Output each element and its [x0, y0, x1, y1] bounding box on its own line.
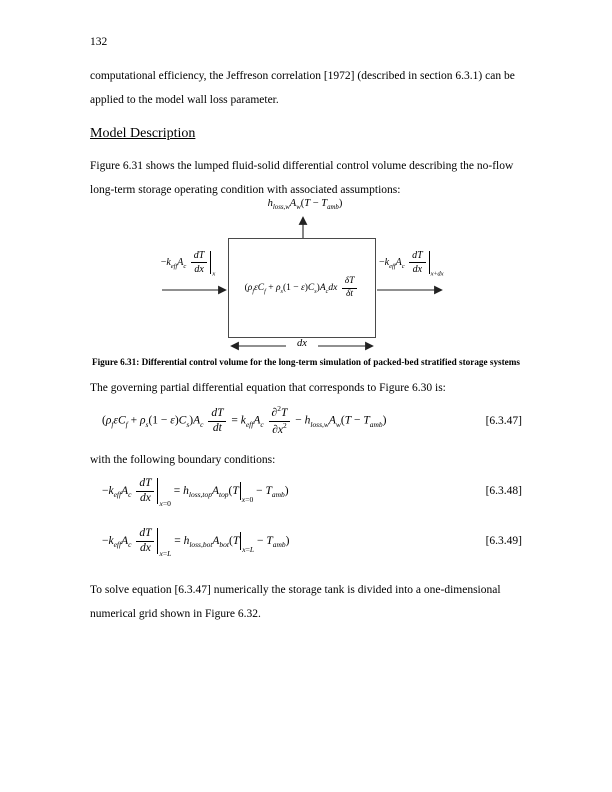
- equation-body: $(\rho_f\varepsilon C_f + \rho_s(1 - \varepsilon)C_s)A_c$ $\frac{dT}{dt}$ = $k_{eff}A_c$ $\frac{\partial^2T}{\partial x^2}$ − $h_{loss,w}A_w(T - T_{amb})$: [102, 403, 387, 436]
- equation-number: [6.3.49]: [485, 535, 522, 547]
- paragraph-governing-equation: The governing partial differential equation that corresponds to Figure 6.30 is:: [90, 382, 446, 394]
- equation-6-3-49: [90, 518, 522, 564]
- dx-label: dx: [286, 338, 318, 349]
- control-volume-box: [228, 238, 376, 338]
- equation-6-3-48: [90, 468, 522, 514]
- conduction-in-term: $-k_{eff}A_c$ $\frac{dT}{dx}$ x: [160, 250, 216, 278]
- section-heading: Model Description: [90, 126, 196, 141]
- page-number: 132: [90, 36, 108, 48]
- equation-body: $-k_{eff}A_c$ $\frac{dT}{dx}$ x=L = $h_{loss,bot}A_{bot}(T$ x=L − $T_{amb}$): [102, 526, 290, 559]
- paragraph-numerical-grid: To solve equation [6.3.47] numerically the storage tank is divided into a one-dimensional numerical grid shown in Figure 6.32.: [90, 584, 501, 620]
- equation-number: [6.3.48]: [485, 485, 522, 497]
- figure-caption: Figure 6.31: Differential control volume for the long-term simulation of packed-bed stratified storage systems: [91, 357, 520, 367]
- equation-number: [6.3.47]: [485, 415, 522, 427]
- paragraph-wall-loss: computational efficiency, the Jeffreson correlation [1972] (described in section 6.3.1) can be applied to the model wall loss parameter.: [90, 70, 515, 106]
- control-volume-figure: [0, 198, 612, 362]
- paragraph-figure-intro: Figure 6.31 shows the lumped fluid-solid differential control volume describing the no-flow long-term storage operating condition with associated assumptions:: [90, 160, 514, 196]
- equation-body: $-k_{eff}A_c$ $\frac{dT}{dx}$ x=0 = $h_{loss,top}A_{top}(T$ x=0 − $T_{amb}$): [102, 476, 289, 509]
- storage-term: $(\rho_f\varepsilon C_f + \rho_s(1 - \varepsilon)C_s)A_cdx$ $\frac{\delta T}{\delta t}$: [245, 276, 360, 300]
- conduction-out-term: $-k_{eff}A_c$ $\frac{dT}{dx}$ x+dx: [379, 250, 444, 278]
- wall-loss-term: $h_{loss,w}A_w(T - T_{amb})$: [267, 198, 343, 212]
- equation-6-3-47: [90, 398, 522, 444]
- paragraph-boundary-conditions: with the following boundary conditions:: [90, 454, 276, 466]
